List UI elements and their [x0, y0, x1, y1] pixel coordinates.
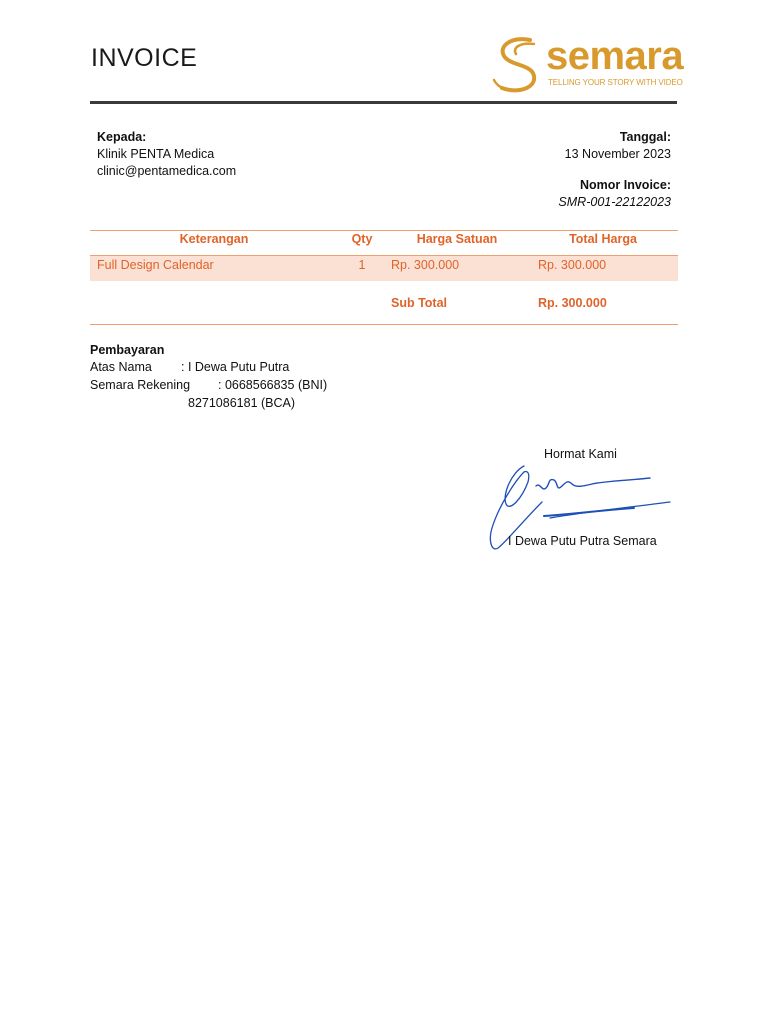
bill-to-email: clinic@pentamedica.com: [97, 164, 237, 178]
account-name-label: Atas Nama: [90, 360, 152, 374]
column-header-qty: Qty: [351, 232, 373, 246]
logo-wordmark: semara: [546, 34, 684, 78]
row-total: Rp. 300.000: [538, 258, 607, 272]
bank-account-bca: 8271086181 (BCA): [188, 396, 296, 410]
subtotal-label: Sub Total: [391, 296, 448, 310]
row-description: Full Design Calendar: [97, 258, 214, 272]
date-label: Tanggal:: [619, 130, 671, 144]
payment-heading: Pembayaran: [90, 343, 165, 357]
bank-account-label: Semara Rekening: [90, 378, 191, 392]
company-logo: [490, 34, 684, 96]
semara-logo-mark-icon: [490, 34, 552, 96]
table-bottom-border: [90, 324, 678, 325]
signer-name: I Dewa Putu Putra Semara: [508, 534, 657, 548]
account-name-value: : I Dewa Putu Putra: [181, 360, 290, 374]
column-header-total: Total Harga: [569, 232, 637, 246]
invoice-number-label: Nomor Invoice:: [580, 178, 671, 192]
document-title: INVOICE: [91, 44, 198, 72]
logo-tagline: TELLING YOUR STORY WITH VIDEO: [548, 78, 683, 87]
row-qty: 1: [358, 258, 366, 272]
bank-account-bni: : 0668566835 (BNI): [218, 378, 328, 392]
table-top-border: [90, 230, 678, 231]
column-header-description: Keterangan: [179, 232, 249, 246]
subtotal-value: Rp. 300.000: [538, 296, 607, 310]
row-unit-price: Rp. 300.000: [391, 258, 460, 272]
bill-to-name: Klinik PENTA Medica: [97, 147, 215, 161]
bill-to-label: Kepada:: [97, 130, 147, 144]
column-header-unit-price: Harga Satuan: [416, 232, 498, 246]
header-divider: [90, 101, 677, 104]
date-value: 13 November 2023: [564, 147, 671, 161]
closing-text: Hormat Kami: [544, 447, 617, 461]
invoice-number-value: SMR-001-22122023: [558, 195, 671, 209]
